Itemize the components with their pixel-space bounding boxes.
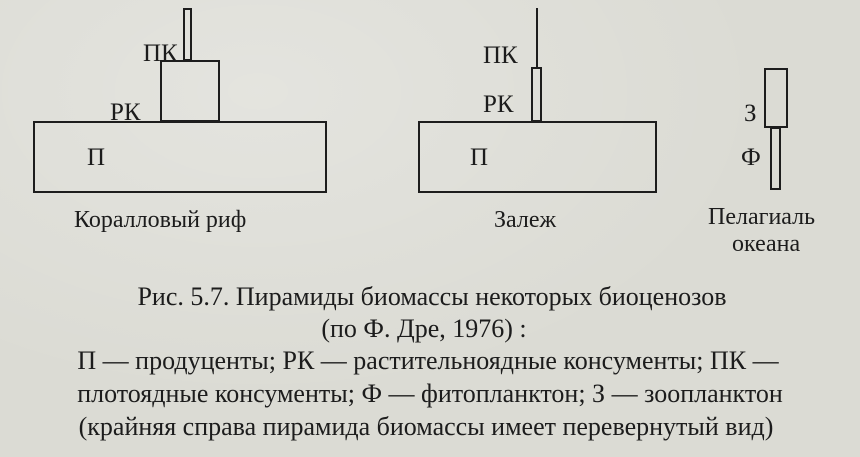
ocean-f-bar xyxy=(770,127,781,190)
figure-legend-line3: (крайняя справа пирамида биомассы имеет перевернутый вид) xyxy=(78,412,774,441)
ocean-z-label: З xyxy=(744,100,757,127)
ocean-z-box xyxy=(764,68,788,128)
figure-title-line1: Рис. 5.7. Пирамиды биомассы некоторых биоценозов xyxy=(137,282,727,311)
figure-legend-line2: плотоядные консументы; Ф — фитопланктон; З — зоопланктон xyxy=(77,379,783,408)
fallow-p-label: П xyxy=(470,144,489,171)
ocean-f-label: Ф xyxy=(741,144,761,171)
fallow-rk-label: РК xyxy=(483,91,514,118)
coral-p-box xyxy=(33,121,327,193)
coral-rk-label: РК xyxy=(110,99,141,126)
fallow-rk-bar xyxy=(531,67,542,122)
figure-title-line2: (по Ф. Дре, 1976) : xyxy=(321,314,527,343)
fallow-p-box xyxy=(418,121,657,193)
coral-p-label: П xyxy=(87,144,106,171)
figure-legend-line1: П — продуценты; РК — растительноядные консументы; ПК — xyxy=(77,346,779,375)
coral-pk-label: ПК xyxy=(143,40,178,67)
coral-rk-box xyxy=(160,60,220,122)
coral-caption: Коралловый риф xyxy=(74,207,247,233)
ocean-caption-line2: океана xyxy=(732,231,801,257)
fallow-pk-line xyxy=(536,8,538,68)
fallow-caption: Залеж xyxy=(494,207,557,233)
ocean-caption-line1: Пелагиаль xyxy=(708,204,816,230)
fallow-pk-label: ПК xyxy=(483,42,518,69)
coral-pk-bar xyxy=(183,8,192,61)
